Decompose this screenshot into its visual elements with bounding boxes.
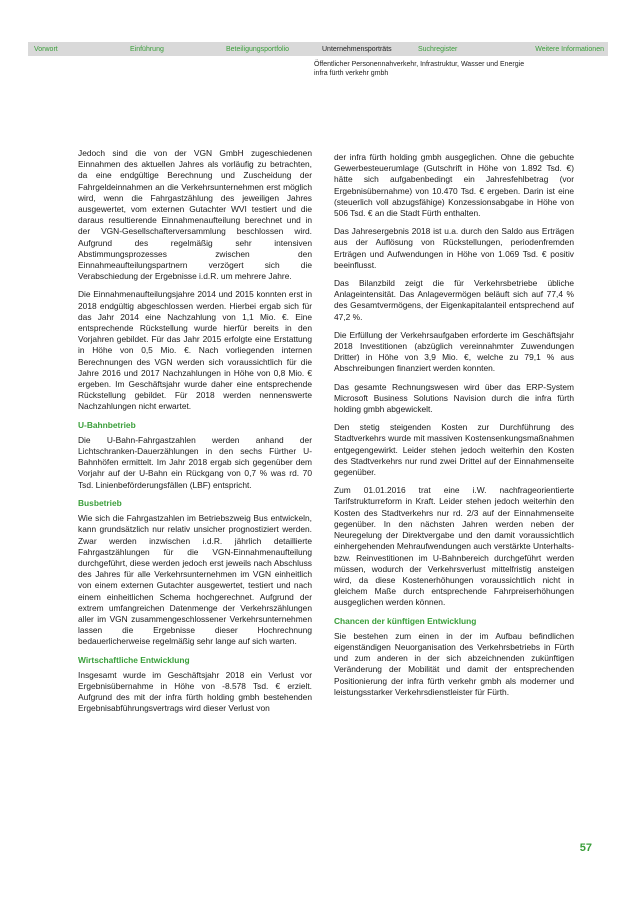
section-heading-chancen: Chancen der künftigen Entwicklung — [334, 615, 477, 626]
nav-item-beteiligungsportfolio[interactable]: Beteiligungsportfolio — [226, 45, 290, 53]
paragraph: Den stetig steigenden Kosten zur Durchführung des Stadtverkehrs wurde mit massiven Kostensenkungsmaßnahmen entgegengewirkt. Leider stehen jedoch weiterhin den Kosten des Stadtverkehrs nur rund zwei Drittel auf der Einnahmenseite gegenüber. — [334, 422, 574, 478]
paragraph: Sie bestehen zum einen in der im Aufbau befindlichen eigenständigen Neuorganisation des Verkehrsbetriebs in Fürth und zum anderen in der sich abzeichnenden zukünftigen Veränderung der Mobilität und damit der entsprechenden Positionierung der infra fürth verkehr gmbh als moderner und leistungsstarker Verkehrsdienstleister für Fürth. — [334, 630, 574, 697]
paragraph: Das Bilanzbild zeigt die für Verkehrsbetriebe übliche Anlageintensität. Das Anlagevermögen beläuft sich auf 77,4 % des Gesamtvermögens, der Eigenkapitalanteil entsprechend auf 47,2 %. — [334, 278, 574, 322]
nav-item-weitere-informationen[interactable]: Weitere Informationen — [535, 45, 604, 53]
nav-item-unternehmensportraets[interactable]: Unternehmensporträts — [322, 45, 392, 53]
paragraph: Die Erfüllung der Verkehrsaufgaben erforderte im Geschäftsjahr 2018 Investitionen (abzüglich vereinnahmter Zuwendungen Dritter) in Höhe von 3,9 Mio. €, welche zu 79,1 % aus Abschreibungen finanziert werden konnten. — [334, 329, 574, 374]
section-heading-ubahnbetrieb: U-Bahnbetrieb — [78, 419, 136, 430]
left-text-column — [78, 148, 312, 722]
paragraph: Insgesamt wurde im Geschäftsjahr 2018 ein Verlust vor Ergebnisübernahme in Höhe von -8.578 Tsd. € erzielt. Aufgrund des mit der infra fürth holding gmbh bestehenden Ergebnisabführungsvertrags wird dieser Verlust von — [78, 669, 312, 714]
nav-item-einfuehrung[interactable]: Einführung — [130, 45, 164, 53]
paragraph: Die Einnahmenaufteilungsjahre 2014 und 2015 konnten erst in 2018 endgültig abgeschlossen werden. Hierbei ergab sich für das Jahr 2014 eine Nachzahlung von 1,1 Mio. €. Eine entsprechende Rückstellung wurde hierfür bereits in den Vorjahren gebildet. Für das Jahr 2015 erfolgte eine Erstattung in Höhe von 0,5 Mio. €. Nach vorliegenden internen Berechnungen des VGN werden sich voraussichtlich für die Jahre 2016 und 2017 Nachzahlungen in Höhe von 0,8 Mio. € ergeben. Im Geschäftsjahr wurde daher eine entsprechende Rückstellung gebildet. Für 2018 werden nennenswerte Nachzahlungen nicht erwartet. — [78, 289, 312, 412]
paragraph: Das gesamte Rechnungswesen wird über das ERP-System Microsoft Business Solutions Navision durch die infra fürth holding gmbh abgewickelt. — [334, 381, 574, 415]
top-navigation-bar — [28, 42, 608, 56]
section-heading-busbetrieb: Busbetrieb — [78, 497, 122, 508]
nav-item-vorwort[interactable]: Vorwort — [34, 45, 58, 53]
right-text-column — [334, 152, 574, 705]
paragraph: der infra fürth holding gmbh ausgeglichen. Ohne die gebuchte Gewerbesteuerumlage (Gutschrift in Höhe von 1.892 Tsd. €) hätte sich aufgabenbedingt ein Jahresfehlbetrag (vor Ergebnisübernahme) von 10.470 Tsd. € ergeben. Darin ist eine (steuerlich voll abzugsfähige) Konzessionsabgabe in Höhe von 506 Tsd. € an die Stadt Fürth enthalten. — [334, 152, 574, 219]
section-subheader — [314, 60, 524, 78]
page-number: 57 — [579, 842, 592, 854]
paragraph: Die U-Bahn-Fahrgastzahlen werden anhand der Lichtschranken-Dauerzählungen in den sechs Fürther U-Bahnhöfen ermittelt. Im Jahr 2018 ergab sich gegenüber dem Vorjahr auf der U-Bahn ein Rückgang von 0,7 % was rd. 70 Tsd. Linienbeförderungsfällen (LBF) entspricht. — [78, 434, 312, 490]
paragraph: Jedoch sind die von der VGN GmbH zugeschiedenen Einnahmen des aktuellen Jahres als vorläufig zu betrachten, da eine endgültige Berechnung und Zuscheidung der Fahrgeldeinnahmen an die Verkehrsunternehmen erst möglich wird, wenn die Fahrgastzählung des jeweiligen Jahres ausgewertet, vom externen Gutachter WVI testiert und die daraus resultierende Einnahmenaufteilung berechnet und in der VGN-Gesellschafterversammlung beschlossen wird. Aufgrund des regelmäßig sehr intensiven Abstimmungsprozesses zwischen den Einnahmeaufteilungspartnern verzögert sich die Verabschiedung der Ergebnisse i.d.R. um mehrere Jahre. — [78, 148, 312, 282]
subheader-company: infra fürth verkehr gmbh — [314, 70, 389, 77]
nav-item-suchregister[interactable]: Suchregister — [418, 45, 458, 53]
subheader-category: Öffentlicher Personennahverkehr, Infrastruktur, Wasser und Energie — [314, 61, 525, 68]
paragraph: Das Jahresergebnis 2018 ist u.a. durch den Saldo aus Erträgen aus der Auflösung von Rückstellungen, periodenfremden Erträgen und Aufwendungen in Höhe von 1.069 Tsd. € positiv beeinflusst. — [334, 226, 574, 270]
paragraph: Zum 01.01.2016 trat eine i.W. nachfrageorientierte Tarifstrukturreform in Kraft. Leider stehen jedoch weiterhin den Kosten des Stadtverkehrs nur rd. 2/3 auf der Einnahmenseite gegenüber. In den nächsten Jahren werden neben der Neuregelung der Direktvergabe und den damit voraussichtlich einhergehenden Mehraufwendungen auch verstärkte Unterhalts- bzw. Reinvestitionen im U-Bahnbereich durchgeführt werden müssen, wodurch der Verkehrsverlust mittelfristig ansteigen wird, da diese Kostenerhöhungen voraussichtlich nicht in gleichem Maße durch entsprechende Fahrpreiserhöhungen ausgeglichen werden können. — [334, 485, 574, 608]
paragraph: Wie sich die Fahrgastzahlen im Betriebszweig Bus entwickeln, kann grundsätzlich nur relativ unsicher prognostiziert werden. Zwar werden inzwischen i.d.R. jährlich detaillierte Fahrgastzählungen für die VGN-Einnahmenaufteilung durchgeführt, diese werden jedoch erst jeweils nach Abschluss des Jahres für alle Verkehrsunternehmen im VGN einheitlich von einem externen Gutachter ausgewertet, testiert und nach einem einheitlichen Schema hochgerechnet. Aufgrund der extrem umfangreichen Datenmenge der Verkehrszählungen aller im VGN zusammengeschlossener Verkehrsunternehmen lassen die Ergebnisse dieser Hochrechnung bedauerlicherweise regelmäßig sehr lange auf sich warten. — [78, 513, 312, 647]
section-heading-wirtschaftliche-entwicklung: Wirtschaftliche Entwicklung — [78, 654, 190, 665]
